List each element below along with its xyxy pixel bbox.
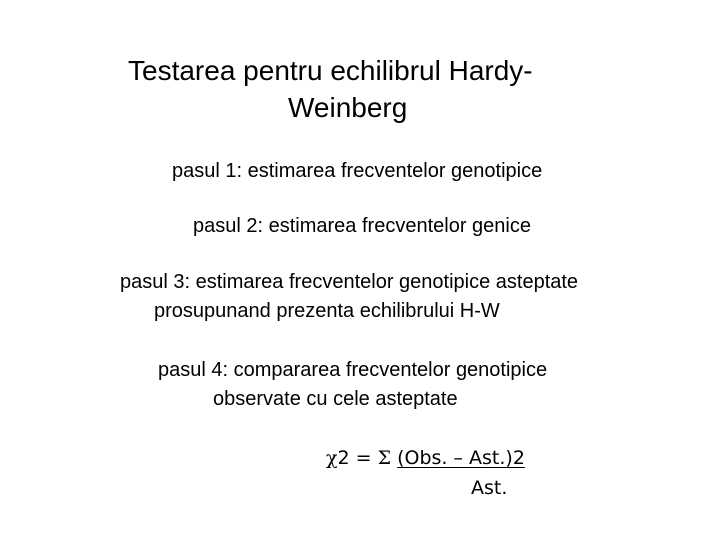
formula-numerator: (Obs. – Ast.)2 — [397, 447, 525, 469]
step-2-text: : estimarea frecventelor genice — [257, 215, 531, 237]
step-3-text: : estimarea frecventelor genotipice asteptate — [184, 271, 579, 293]
step-3-label: pasul 3 — [120, 271, 185, 293]
step-2-label: pasul 2 — [193, 215, 258, 237]
formula-lhs: 2 = — [337, 447, 378, 469]
step-4-continuation: observate cu cele asteptate — [213, 388, 458, 410]
sigma-symbol: Σ — [377, 447, 392, 469]
step-3-continuation: prosupunand prezenta echilibrului H-W — [154, 300, 500, 322]
step-4-text: : compararea frecventelor genotipice — [222, 359, 548, 381]
step-2 — [193, 213, 531, 239]
chi-symbol: χ — [326, 447, 338, 469]
slide-title-line-2: Weinberg — [288, 92, 408, 123]
chi-square-formula — [326, 446, 525, 470]
formula-denominator: Ast. — [471, 477, 508, 499]
step-3 — [120, 269, 578, 295]
step-4-label: pasul 4 — [158, 359, 223, 381]
step-1 — [172, 158, 542, 184]
step-1-label: pasul 1 — [172, 160, 237, 182]
slide-title-line-1: Testarea pentru echilibrul Hardy- — [128, 55, 533, 86]
step-4 — [158, 357, 547, 383]
step-1-text: : estimarea frecventelor genotipice — [236, 160, 543, 182]
